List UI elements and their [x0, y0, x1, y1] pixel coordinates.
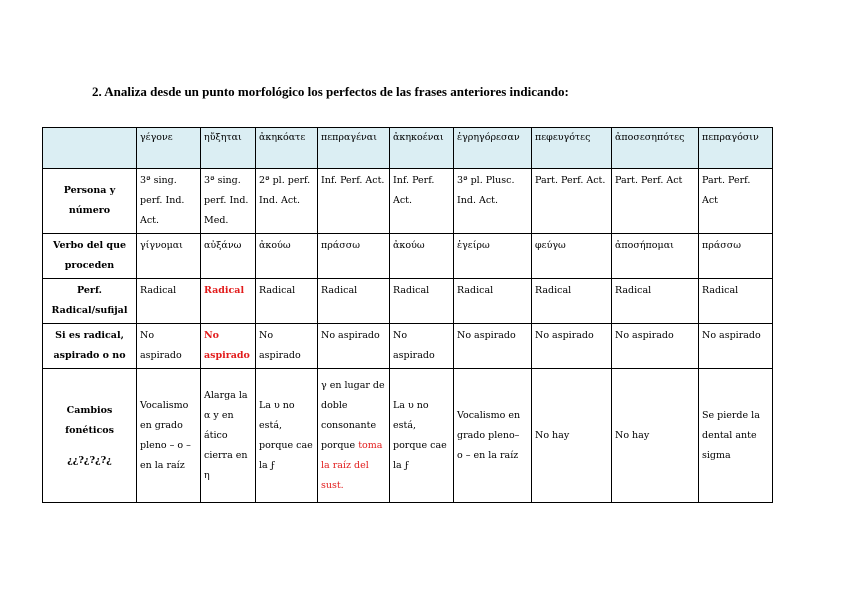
- table-cell: γίγνομαι: [137, 234, 201, 279]
- row-header: Persona y número: [43, 169, 137, 234]
- table-cell: Part. Perf. Act: [699, 169, 773, 234]
- table-cell: No aspirado: [699, 324, 773, 369]
- table-cell: No aspirado: [318, 324, 390, 369]
- table-cell: Radical: [318, 279, 390, 324]
- table-row-persona: [43, 169, 773, 234]
- column-header: ἀκηκοέναι: [390, 128, 454, 169]
- table-cell: Inf. Perf. Act.: [318, 169, 390, 234]
- table-row-verbo: [43, 234, 773, 279]
- column-header: πεφευγότες: [532, 128, 612, 169]
- column-header: ηὔξηται: [201, 128, 256, 169]
- column-header: ἀκηκόατε: [256, 128, 318, 169]
- table-cell: Vocalismo en grado pleno – o – en la raíz: [137, 369, 201, 503]
- column-header: πεπραγέναι: [318, 128, 390, 169]
- table-cell: 3ª pl. Plusc. Ind. Act.: [454, 169, 532, 234]
- table-cell: Alarga la α y en ático cierra en η: [201, 369, 256, 503]
- table-cell: No aspirado: [201, 324, 256, 369]
- table-cell: πράσσω: [318, 234, 390, 279]
- table-cell: ἀκούω: [256, 234, 318, 279]
- table-cell: φεύγω: [532, 234, 612, 279]
- table-cell: Inf. Perf. Act.: [390, 169, 454, 234]
- column-header: γέγονε: [137, 128, 201, 169]
- table-cell: 2ª pl. perf. Ind. Act.: [256, 169, 318, 234]
- column-header: ἐγρηγόρεσαν: [454, 128, 532, 169]
- table-header-row: [43, 128, 773, 169]
- row-header: [43, 369, 137, 503]
- row-header: Verbo del que proceden: [43, 234, 137, 279]
- page-heading: 2. Analiza desde un punto morfológico los perfectos de las frases anteriores indicando:: [92, 84, 569, 99]
- table-cell: 3ª sing. perf. Ind. Act.: [137, 169, 201, 234]
- table-cell: Radical: [201, 279, 256, 324]
- row-header: Si es radical, aspirado o no: [43, 324, 137, 369]
- cell-text-highlight: toma la raíz del sust.: [321, 439, 383, 491]
- table-cell: Radical: [699, 279, 773, 324]
- table-cell: 3ª sing. perf. Ind. Med.: [201, 169, 256, 234]
- table-cell: αὐξάνω: [201, 234, 256, 279]
- table-cell: No aspirado: [612, 324, 699, 369]
- table-row-perf: [43, 279, 773, 324]
- table-row-aspirado: [43, 324, 773, 369]
- table-cell: No aspirado: [532, 324, 612, 369]
- header-empty-cell: [43, 128, 137, 169]
- table-cell: Part. Perf. Act.: [532, 169, 612, 234]
- table-cell: No hay: [532, 369, 612, 503]
- table-cell: Radical: [454, 279, 532, 324]
- table-cell: Se pierde la dental ante sigma: [699, 369, 773, 503]
- table-cell: Vocalismo en grado pleno– o – en la raíz: [454, 369, 532, 503]
- row-header: Perf. Radical/sufijal: [43, 279, 137, 324]
- table-cell: Part. Perf. Act: [612, 169, 699, 234]
- table-cell: [318, 369, 390, 503]
- row-header-sublabel: ¿¿?¿?¿?¿: [67, 454, 112, 466]
- table-cell: Radical: [256, 279, 318, 324]
- table-cell: No aspirado: [256, 324, 318, 369]
- table-cell: πράσσω: [699, 234, 773, 279]
- table-cell: Radical: [532, 279, 612, 324]
- table-cell: Radical: [390, 279, 454, 324]
- table-cell: La υ no está, porque cae la ϝ: [390, 369, 454, 503]
- table-cell: Radical: [612, 279, 699, 324]
- table-cell: No aspirado: [454, 324, 532, 369]
- table-cell: La υ no está, porque cae la ϝ: [256, 369, 318, 503]
- table-cell: ἀκούω: [390, 234, 454, 279]
- table-row-cambios: [43, 369, 773, 503]
- table-cell: No aspirado: [137, 324, 201, 369]
- row-header-label: Cambios fonéticos: [65, 404, 114, 436]
- table-cell: No aspirado: [390, 324, 454, 369]
- table-cell: ἐγείρω: [454, 234, 532, 279]
- column-header: πεπραγόσιν: [699, 128, 773, 169]
- perfects-table: [42, 127, 773, 503]
- cell-text: γ en lugar de doble consonante porque: [321, 379, 385, 451]
- table-cell: ἀποσήπομαι: [612, 234, 699, 279]
- table-cell: Radical: [137, 279, 201, 324]
- table-cell: No hay: [612, 369, 699, 503]
- column-header: ἀποσεσηπότες: [612, 128, 699, 169]
